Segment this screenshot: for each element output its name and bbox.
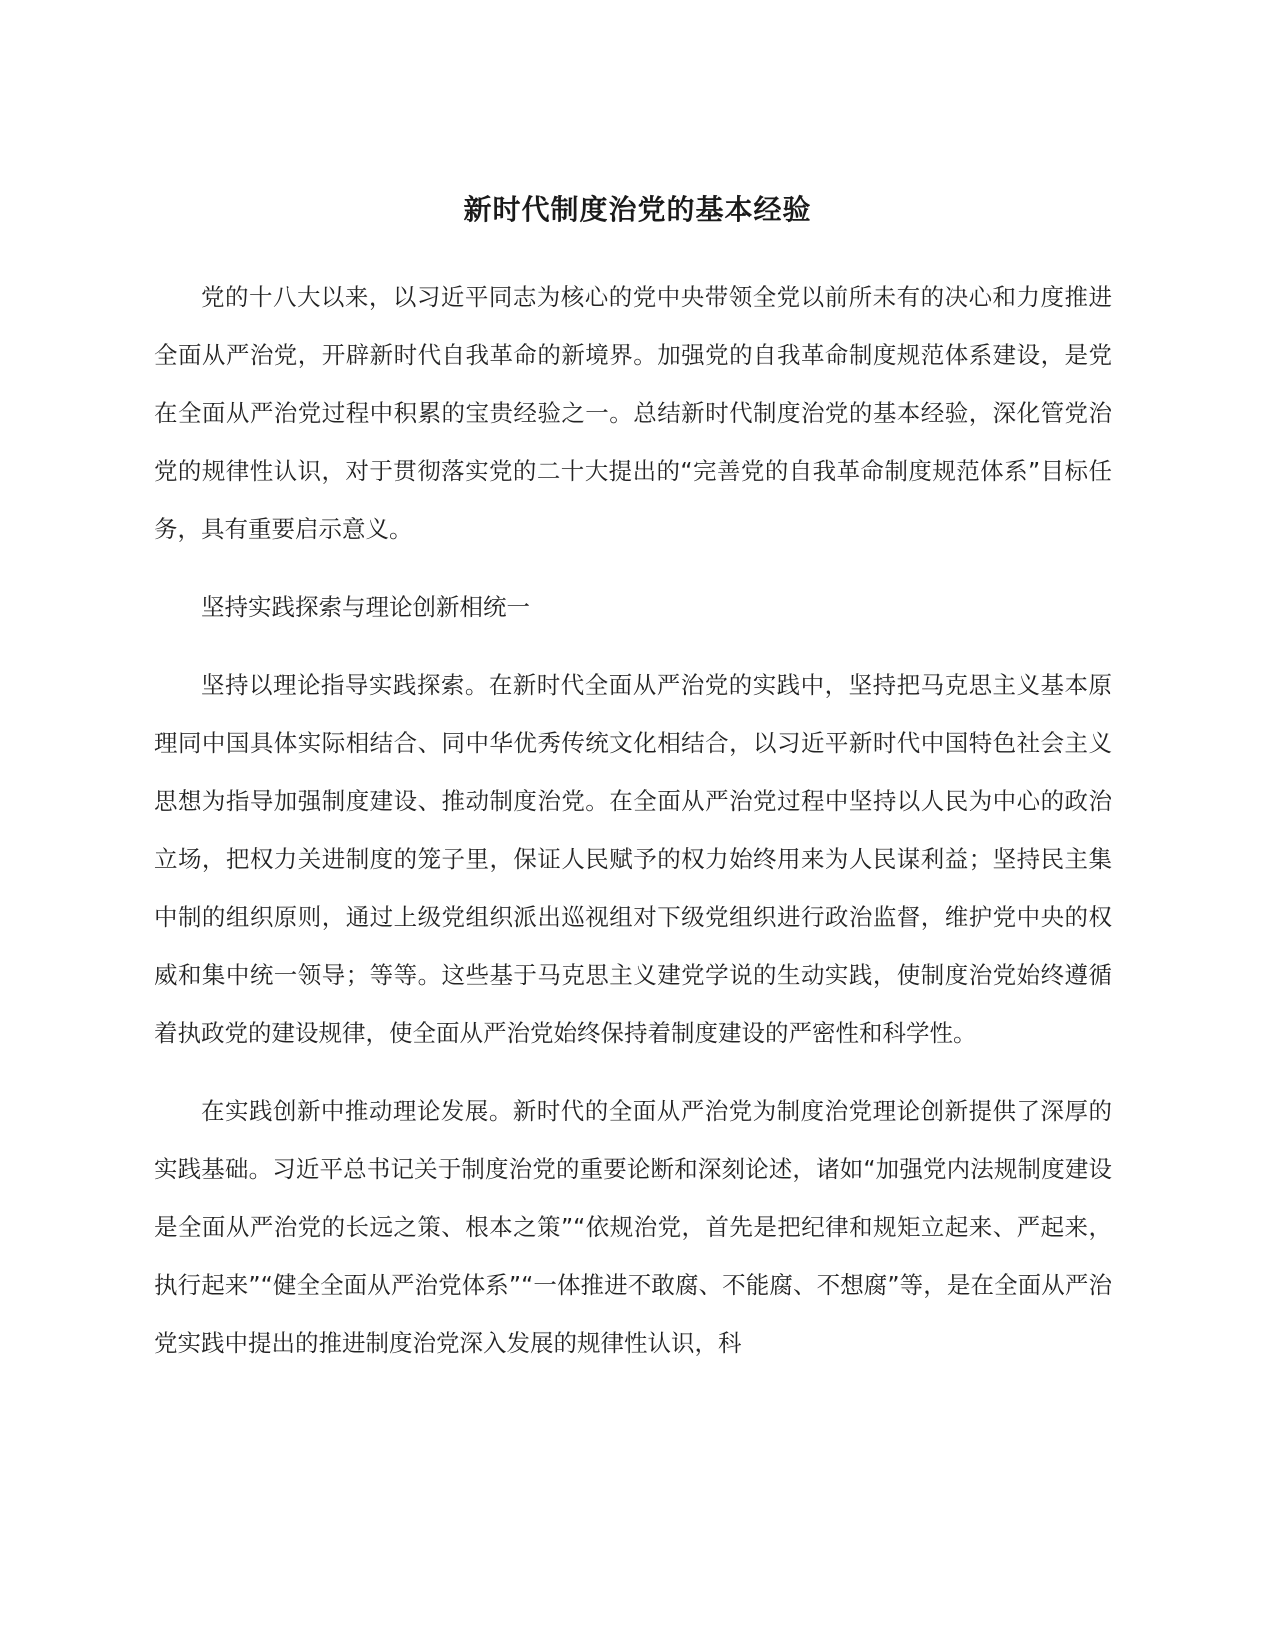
paragraph-intro: 党的十八大以来，以习近平同志为核心的党中央带领全党以前所未有的决心和力度推进全面从严治党，开辟新时代自我革命的新境界。加强党的自我革命制度规范体系建设，是党在全面从严治党过程中积累的宝贵经验之一。总结新时代制度治党的基本经验，深化管党治党的规律性认识，对于贯彻落实党的二十大提出的“完善党的自我革命制度规范体系”目标任务，具有重要启示意义。 [154,283,1112,543]
document-body [154,268,1112,1392]
paragraph-practice-drives-theory: 在实践创新中推动理论发展。新时代的全面从严治党为制度治党理论创新提供了深厚的实践基础。习近平总书记关于制度治党的重要论断和深刻论述，诸如“加强党内法规制度建设是全面从严治党的长远之策、根本之策”“依规治党，首先是把纪律和规矩立起来、严起来，执行起来”“健全全面从严治党体系”“一体推进不敢腐、不能腐、不想腐”等，是在全面从严治党实践中提出的推进制度治党深入发展的规律性认识，科 [154,1097,1112,1357]
section-heading: 坚持实践探索与理论创新相统一 [201,593,530,621]
document-title: 新时代制度治党的基本经验 [463,193,812,226]
paragraph-theory-guides-practice: 坚持以理论指导实践探索。在新时代全面从严治党的实践中，坚持把马克思主义基本原理同中国具体实际相结合、同中华优秀传统文化相结合，以习近平新时代中国特色社会主义思想为指导加强制度建设、推动制度治党。在全面从严治党过程中坚持以人民为中心的政治立场，把权力关进制度的笼子里，保证人民赋予的权力始终用来为人民谋利益；坚持民主集中制的组织原则，通过上级党组织派出巡视组对下级党组织进行政治监督，维护党中央的权威和集中统一领导；等等。这些基于马克思主义建党学说的生动实践，使制度治党始终遵循着执政党的建设规律，使全面从严治党始终保持着制度建设的严密性和科学性。 [154,671,1112,1047]
